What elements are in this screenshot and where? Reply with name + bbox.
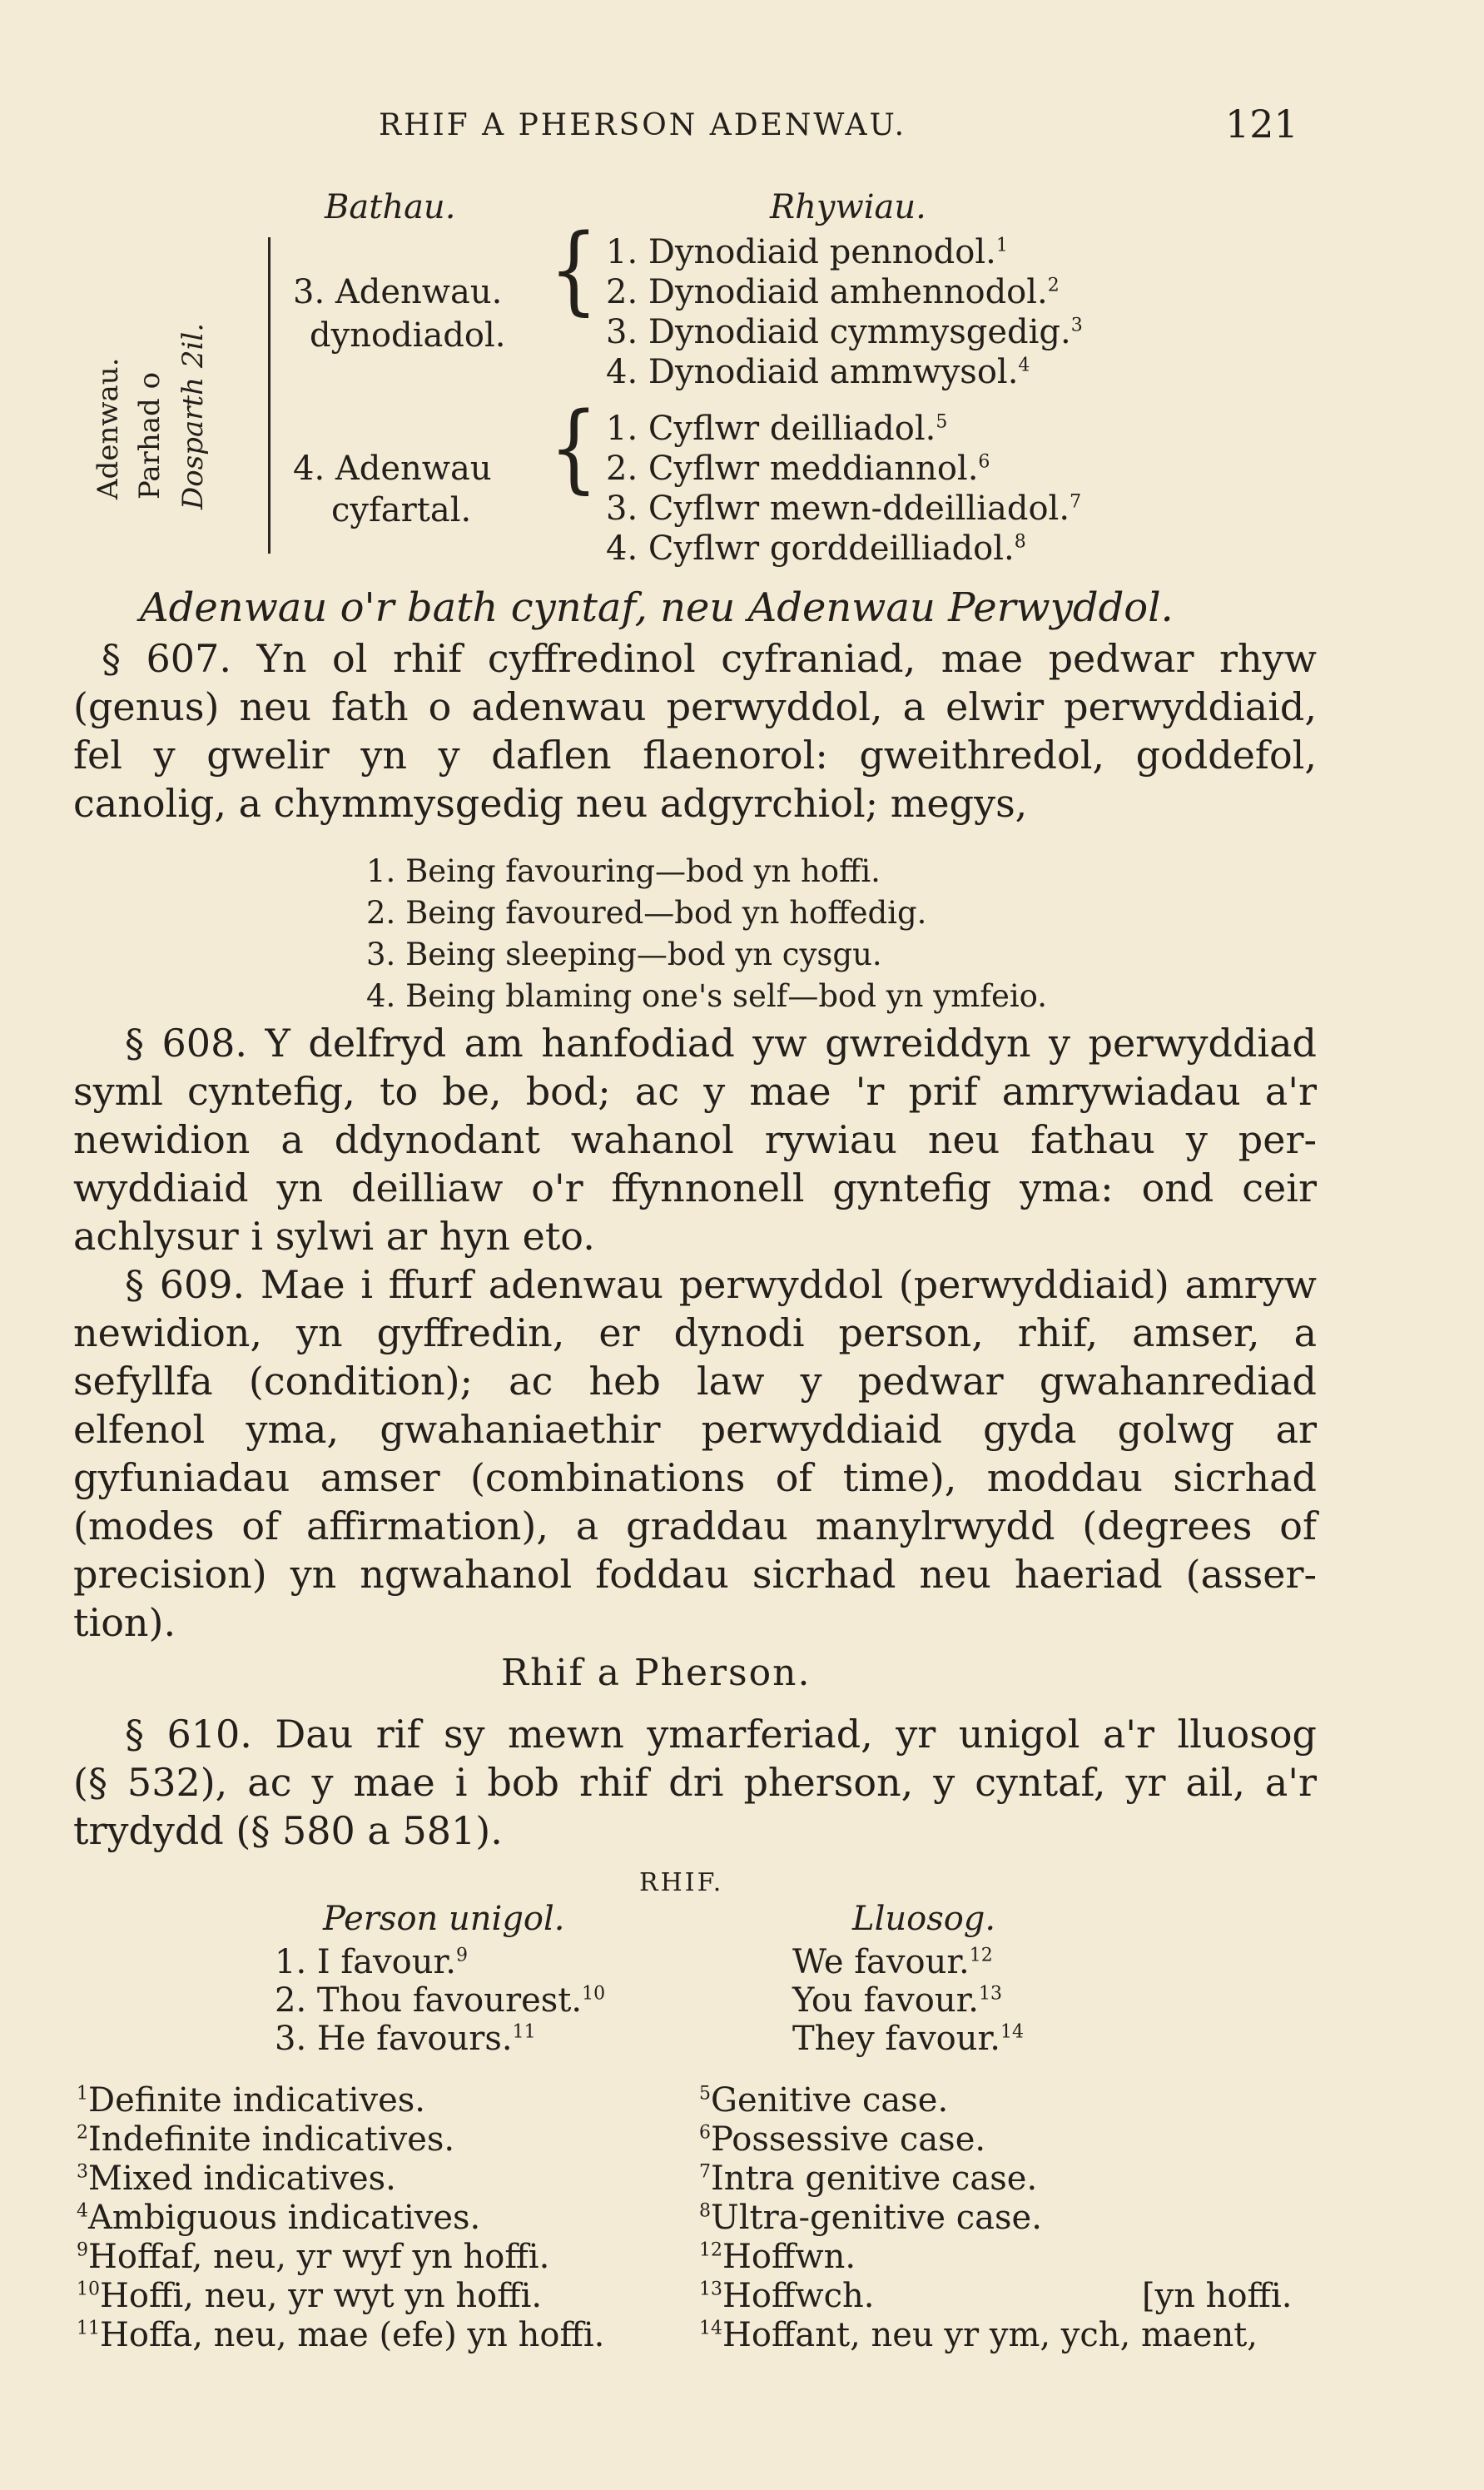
singular-row: 2. Thou favourest.$^{10}$: [275, 1981, 606, 2020]
text-line: § 610. Dau rif sy mewn ymarferiad, yr unigol a'r lluosog: [125, 1712, 1317, 1757]
plural-heading: Lluosog.: [852, 1900, 996, 1938]
footnote: $^8$Ultra-genitive case.: [699, 2199, 1042, 2237]
footnote: $^6$Possessive case.: [699, 2120, 986, 2159]
footnote: $^9$Hoffaf, neu, yr wyf yn hoffi.: [77, 2238, 550, 2276]
list-item: 3. Being sleeping—bod yn cysgu.: [366, 937, 882, 972]
subheading-rhif-a-pherson: Rhif a Pherson.: [501, 1652, 811, 1694]
footnote-continuation: [yn hoffi.: [1142, 2277, 1293, 2315]
text-line: fel y gwelir yn y daflen flaenorol: gweithredol, goddefol,: [73, 733, 1317, 778]
text-line: achlysur i sylwi ar hyn eto.: [73, 1214, 595, 1259]
singular-heading: Person unigol.: [323, 1900, 565, 1938]
group1-item: 1. Dynodiaid pennodol.$^1$: [606, 233, 1008, 271]
footnotes-left: [77, 2081, 604, 2355]
footnote: $^{13}$Hoffwch.: [699, 2277, 875, 2315]
plural-row: They favour.$^{14}$: [792, 2020, 1024, 2058]
group2-name-line1: 4. Adenwau: [293, 450, 492, 488]
group2-item: 1. Cyflwr deilliadol.$^5$: [606, 410, 948, 448]
paragraph-608: [73, 1019, 1317, 1260]
footnote: $^{10}$Hoffi, neu, yr wyt yn hoffi.: [77, 2277, 543, 2315]
group2-brace: {: [549, 391, 598, 504]
group1-brace: {: [549, 213, 598, 326]
text-line: (modes of affirmation), a graddau manylrwydd (degrees of: [73, 1503, 1317, 1548]
singular-row: 3. He favours.$^{11}$: [275, 2020, 536, 2058]
text-line: § 609. Mae i ffurf adenwau perwyddol (perwyddiaid) amryw: [125, 1262, 1317, 1307]
col-head-bathau: Bathau.: [325, 188, 456, 226]
singular-row: 1. I favour.$^9$: [275, 1943, 468, 1981]
text-line: wyddiaid yn deilliaw o'r ffynnonell gyntefig yma: ond ceir: [73, 1165, 1317, 1210]
text-line: canolig, a chymmysgedig neu adgyrchiol; megys,: [73, 781, 1028, 826]
footnote: $^4$Ambiguous indicatives.: [77, 2199, 481, 2237]
list-item: 4. Being blaming one's self—bod yn ymfeio.: [366, 978, 1048, 1014]
group2-item: 4. Cyflwr gorddeilliadol.$^8$: [606, 529, 1026, 568]
footnote: $^1$Definite indicatives.: [77, 2081, 426, 2120]
running-title: RHIF A PHERSON ADENWAU.: [379, 108, 907, 142]
footnote: $^5$Genitive case.: [699, 2081, 949, 2120]
col-head-rhywiau: Rhywiau.: [770, 188, 926, 226]
footnote: $^2$Indefinite indicatives.: [77, 2120, 455, 2159]
group1-item: 3. Dynodiaid cymmysgedig.$^3$: [606, 313, 1083, 351]
text-line: (§ 532), ac y mae i bob rhif dri pherson, y cyntaf, yr ail, a'r: [73, 1760, 1317, 1805]
list-item: 1. Being favouring—bod yn hoffi.: [366, 853, 881, 889]
text-line: newidion a ddynodant wahanol rywiau neu fathau y per-: [73, 1117, 1317, 1162]
group2-item: 2. Cyflwr meddiannol.$^6$: [606, 450, 990, 488]
outer-bracket-line: [268, 237, 270, 554]
rhif-label: RHIF.: [639, 1868, 724, 1897]
footnote: $^{14}$Hoffant, neu yr ym, ych, maent,: [699, 2316, 1258, 2354]
footnote: $^{11}$Hoffa, neu, mae (efe) yn hoffi.: [77, 2316, 605, 2354]
examples-list: [366, 851, 1047, 1017]
group1-name-line1: 3. Adenwau.: [293, 273, 503, 311]
text-line: precision) yn ngwahanol foddau sicrhad neu haeriad (asser-: [73, 1552, 1317, 1597]
footnote: $^{12}$Hoffwn.: [699, 2238, 856, 2276]
group2-name-line2: cyfartal.: [331, 491, 472, 529]
text-line: § 607. Yn ol rhif cyffredinol cyfraniad, mae pedwar rhyw: [102, 636, 1317, 681]
page-number: 121: [1225, 102, 1298, 147]
text-line: newidion, yn gyffredin, er dynodi person, rhif, amser, a: [73, 1310, 1317, 1355]
paragraph-607: [73, 634, 1317, 828]
group1-item: 4. Dynodiaid ammwysol.$^4$: [606, 353, 1030, 391]
group1-name-line2: dynodiadol.: [310, 316, 506, 355]
section-heading: Adenwau o'r bath cyntaf, neu Adenwau Perwyddol.: [140, 584, 1174, 631]
plural-row: You favour.$^{13}$: [792, 1981, 1003, 2020]
list-item: 2. Being favoured—bod yn hoffedig.: [366, 895, 927, 931]
text-line: syml cyntefig, to be, bod; ac y mae 'r prif amrywiadau a'r: [73, 1069, 1317, 1114]
footnote: $^3$Mixed indicatives.: [77, 2159, 396, 2198]
plural-row: We favour.$^{12}$: [792, 1943, 993, 1981]
side-label-parhad: Parhad o: [133, 371, 166, 499]
text-line: trydydd (§ 580 a 581).: [73, 1808, 503, 1853]
group1-item: 2. Dynodiaid amhennodol.$^2$: [606, 273, 1060, 311]
text-line: sefyllfa (condition); ac heb law y pedwar gwahanrediad: [73, 1359, 1317, 1404]
paragraph-610: [73, 1710, 1317, 1855]
group2-item: 3. Cyflwr mewn-ddeilliadol.$^7$: [606, 490, 1082, 528]
text-line: elfenol yma, gwahaniaethir perwyddiaid gyda golwg ar: [73, 1407, 1317, 1452]
text-line: (genus) neu fath o adenwau perwyddol, a elwir perwyddiaid,: [73, 684, 1317, 729]
text-line: tion).: [73, 1600, 176, 1645]
text-line: gyfuniadau amser (combinations of time), moddau sicrhad: [73, 1455, 1317, 1500]
text-line: § 608. Y delfryd am hanfodiad yw gwreiddyn y perwyddiad: [125, 1021, 1317, 1066]
side-label-adenwau: Adenwau.: [92, 357, 125, 499]
footnote: $^7$Intra genitive case.: [699, 2159, 1038, 2198]
side-label-dosparth: Dosparth 2il.: [176, 322, 210, 509]
paragraph-609: [73, 1260, 1317, 1647]
